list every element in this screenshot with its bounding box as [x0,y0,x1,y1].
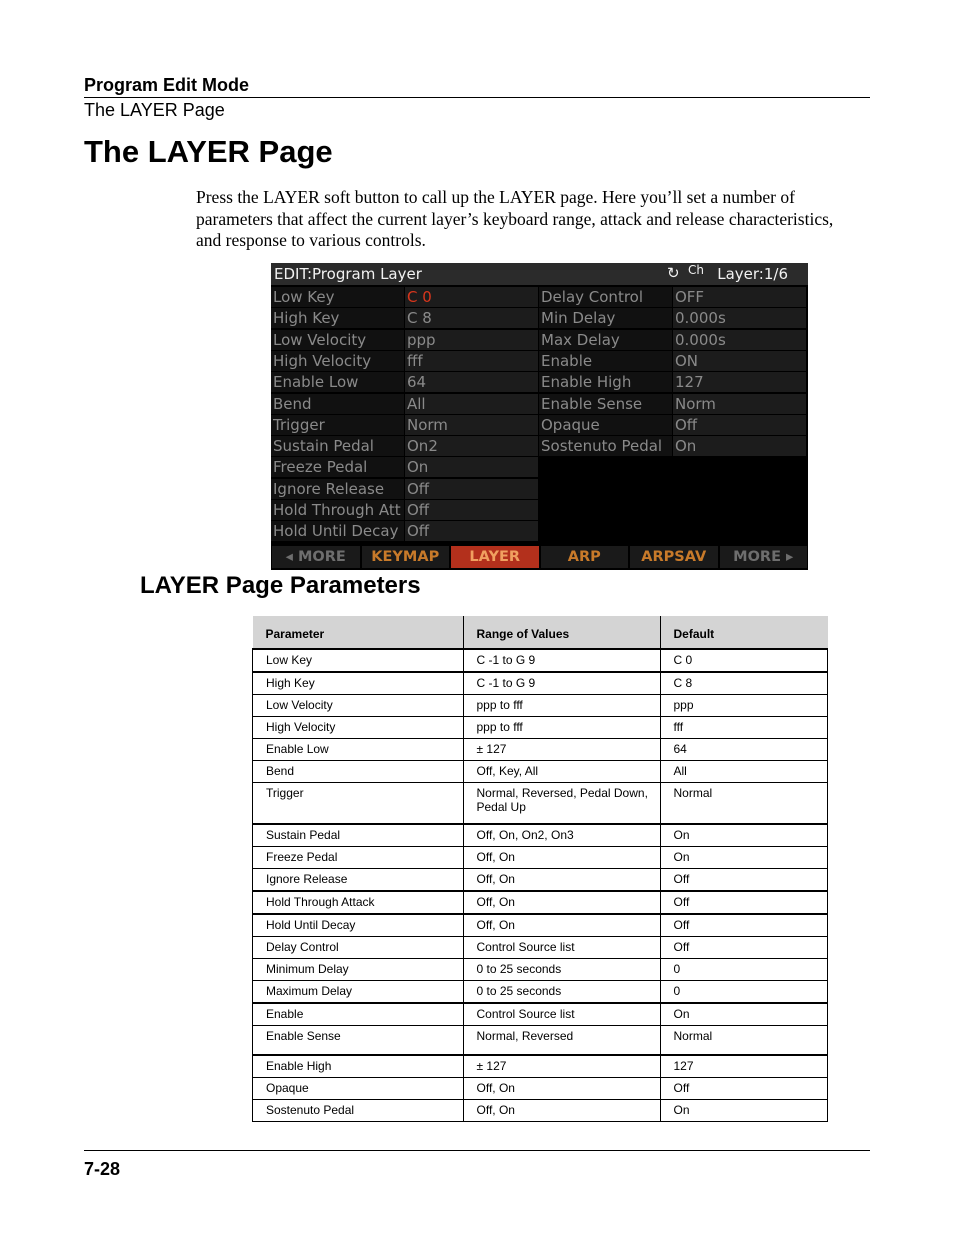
lcd-param-value: ON [673,351,806,371]
lcd-param-label: Max Delay [539,330,672,350]
footer-rule [84,1150,870,1151]
lcd-param-label: Enable High [539,372,672,392]
cell-default: All [660,761,828,783]
table-row [253,869,828,892]
cell-range: Off, Key, All [463,761,660,783]
cell-default: On [660,1100,828,1122]
lcd-param-value: Off [405,479,538,499]
lcd-param-value: Norm [673,394,806,414]
lcd-tab: ARPSAV [630,546,718,568]
lcd-tab: ARP [541,546,629,568]
table-row [253,1100,828,1122]
cell-parameter: Freeze Pedal [253,847,464,869]
cell-parameter: Maximum Delay [253,981,464,1004]
lcd-param-label: Sostenuto Pedal [539,436,672,456]
lcd-param-label: Hold Through Att [271,500,404,520]
cell-default: C 8 [660,672,828,695]
table-row [253,891,828,914]
cell-parameter: Trigger [253,783,464,825]
lcd-param-label: Min Delay [539,308,672,328]
table-row [253,824,828,847]
cell-range: Off, On [463,891,660,914]
cell-default: Off [660,891,828,914]
cell-range: Off, On [463,847,660,869]
table-row [253,1026,828,1056]
cell-default: Off [660,1078,828,1100]
table-row [253,1078,828,1100]
lcd-param-label: Sustain Pedal [271,436,404,456]
cell-parameter: Opaque [253,1078,464,1100]
refresh-icon: ↻ [667,264,680,282]
table-row [253,717,828,739]
lcd-param-value: 64 [405,372,538,392]
cell-range: Off, On [463,1100,660,1122]
lcd-param-label: High Key [271,308,404,328]
lcd-param-value: 0.000s [673,308,806,328]
cell-parameter: Delay Control [253,937,464,959]
lcd-screenshot [271,263,808,570]
cell-default: On [660,1003,828,1026]
lcd-param-label: Enable [539,351,672,371]
cell-range: Control Source list [463,1003,660,1026]
cell-parameter: Low Key [253,649,464,672]
table-row [253,959,828,981]
running-header-section: Program Edit Mode [84,75,250,95]
lcd-tab: LAYER [451,546,539,568]
lcd-param-label: Opaque [539,415,672,435]
lcd-param-label: Enable Low [271,372,404,392]
lcd-param-label: Bend [271,394,404,414]
section-title: LAYER Page Parameters [140,572,421,599]
table-row [253,695,828,717]
lcd-layer-indicator: Layer:1/6 [717,265,788,283]
intro-paragraph: Press the LAYER soft button to call up the LAYER page. Here you’ll set a number of parameters that affect the current layer’s keyboard range, attack and release characteristics, and response to various controls. [196,187,834,250]
cell-range: ppp to fff [463,695,660,717]
lcd-title-bar [271,263,808,285]
cell-range: Off, On [463,914,660,937]
cell-range: 0 to 25 seconds [463,981,660,1004]
cell-default: 0 [660,981,828,1004]
cell-default: 64 [660,739,828,761]
cell-parameter: Enable Low [253,739,464,761]
cell-parameter: Hold Through Attack [253,891,464,914]
lcd-param-label: Low Velocity [271,330,404,350]
cell-parameter: Sostenuto Pedal [253,1100,464,1122]
cell-default: Normal [660,783,828,825]
cell-range: Normal, Reversed [463,1026,660,1056]
lcd-param-label: Enable Sense [539,394,672,414]
lcd-param-value: On [405,457,538,477]
table-row [253,914,828,937]
lcd-param-value: OFF [673,287,806,307]
lcd-param-value: 127 [673,372,806,392]
cell-range: ± 127 [463,739,660,761]
cell-range: Normal, Reversed, Pedal Down, Pedal Up [463,783,660,825]
lcd-param-value: 0.000s [673,330,806,350]
lcd-param-label: Hold Until Decay [271,521,404,541]
cell-range: Off, On, On2, On3 [463,824,660,847]
cell-range: ± 127 [463,1055,660,1078]
lcd-param-value: On2 [405,436,538,456]
lcd-param-value: Off [405,500,538,520]
cell-default: fff [660,717,828,739]
cell-parameter: Low Velocity [253,695,464,717]
col-header-parameter: Parameter [253,616,464,649]
cell-default: Off [660,869,828,892]
page-title: The LAYER Page [84,134,333,169]
table-row [253,649,828,672]
lcd-param-label: Low Key [271,287,404,307]
cell-parameter: Bend [253,761,464,783]
cell-parameter: High Key [253,672,464,695]
lcd-param-label: Ignore Release [271,479,404,499]
table-row [253,981,828,1004]
table-row [253,739,828,761]
lcd-param-value: C 8 [405,308,538,328]
cell-parameter: Ignore Release [253,869,464,892]
lcd-param-value: Norm [405,415,538,435]
lcd-param-value: C 0 [405,287,538,307]
cell-default: Off [660,914,828,937]
cell-range: C -1 to G 9 [463,672,660,695]
lcd-soft-buttons [271,546,808,568]
table-row [253,1003,828,1026]
table-row [253,847,828,869]
cell-parameter: Hold Until Decay [253,914,464,937]
lcd-param-value: ppp [405,330,538,350]
lcd-param-value: All [405,394,538,414]
lcd-tab: KEYMAP [362,546,450,568]
cell-default: Off [660,937,828,959]
header-rule [84,97,870,98]
cell-default: C 0 [660,649,828,672]
cell-default: 0 [660,959,828,981]
cell-range: C -1 to G 9 [463,649,660,672]
cell-parameter: Minimum Delay [253,959,464,981]
cell-parameter: Enable [253,1003,464,1026]
cell-range: ppp to fff [463,717,660,739]
lcd-tab: ◂ MORE [272,546,360,568]
table-row [253,937,828,959]
col-header-range: Range of Values [463,616,660,649]
cell-range: Control Source list [463,937,660,959]
lcd-title: EDIT:Program Layer [274,265,422,283]
lcd-param-label: Delay Control [539,287,672,307]
running-header-subsection: The LAYER Page [84,100,225,120]
cell-range: Off, On [463,869,660,892]
col-header-default: Default [660,616,828,649]
cell-parameter: Enable High [253,1055,464,1078]
lcd-param-value: Off [673,415,806,435]
lcd-param-label: Trigger [271,415,404,435]
lcd-param-value: On [673,436,806,456]
lcd-tab: MORE ▸ [720,546,808,568]
cell-parameter: Enable Sense [253,1026,464,1056]
cell-range: 0 to 25 seconds [463,959,660,981]
table-row [253,672,828,695]
channel-icon: Ch [688,263,704,277]
cell-default: 127 [660,1055,828,1078]
cell-default: On [660,824,828,847]
cell-parameter: High Velocity [253,717,464,739]
lcd-param-label: High Velocity [271,351,404,371]
cell-default: On [660,847,828,869]
parameters-table [252,616,828,1122]
lcd-param-label: Freeze Pedal [271,457,404,477]
lcd-param-value: fff [405,351,538,371]
cell-range: Off, On [463,1078,660,1100]
table-header-row [253,616,828,649]
table-row [253,783,828,825]
table-row [253,1055,828,1078]
lcd-param-value: Off [405,521,538,541]
cell-default: ppp [660,695,828,717]
page-number: 7-28 [84,1159,121,1179]
cell-default: Normal [660,1026,828,1056]
cell-parameter: Sustain Pedal [253,824,464,847]
table-row [253,761,828,783]
